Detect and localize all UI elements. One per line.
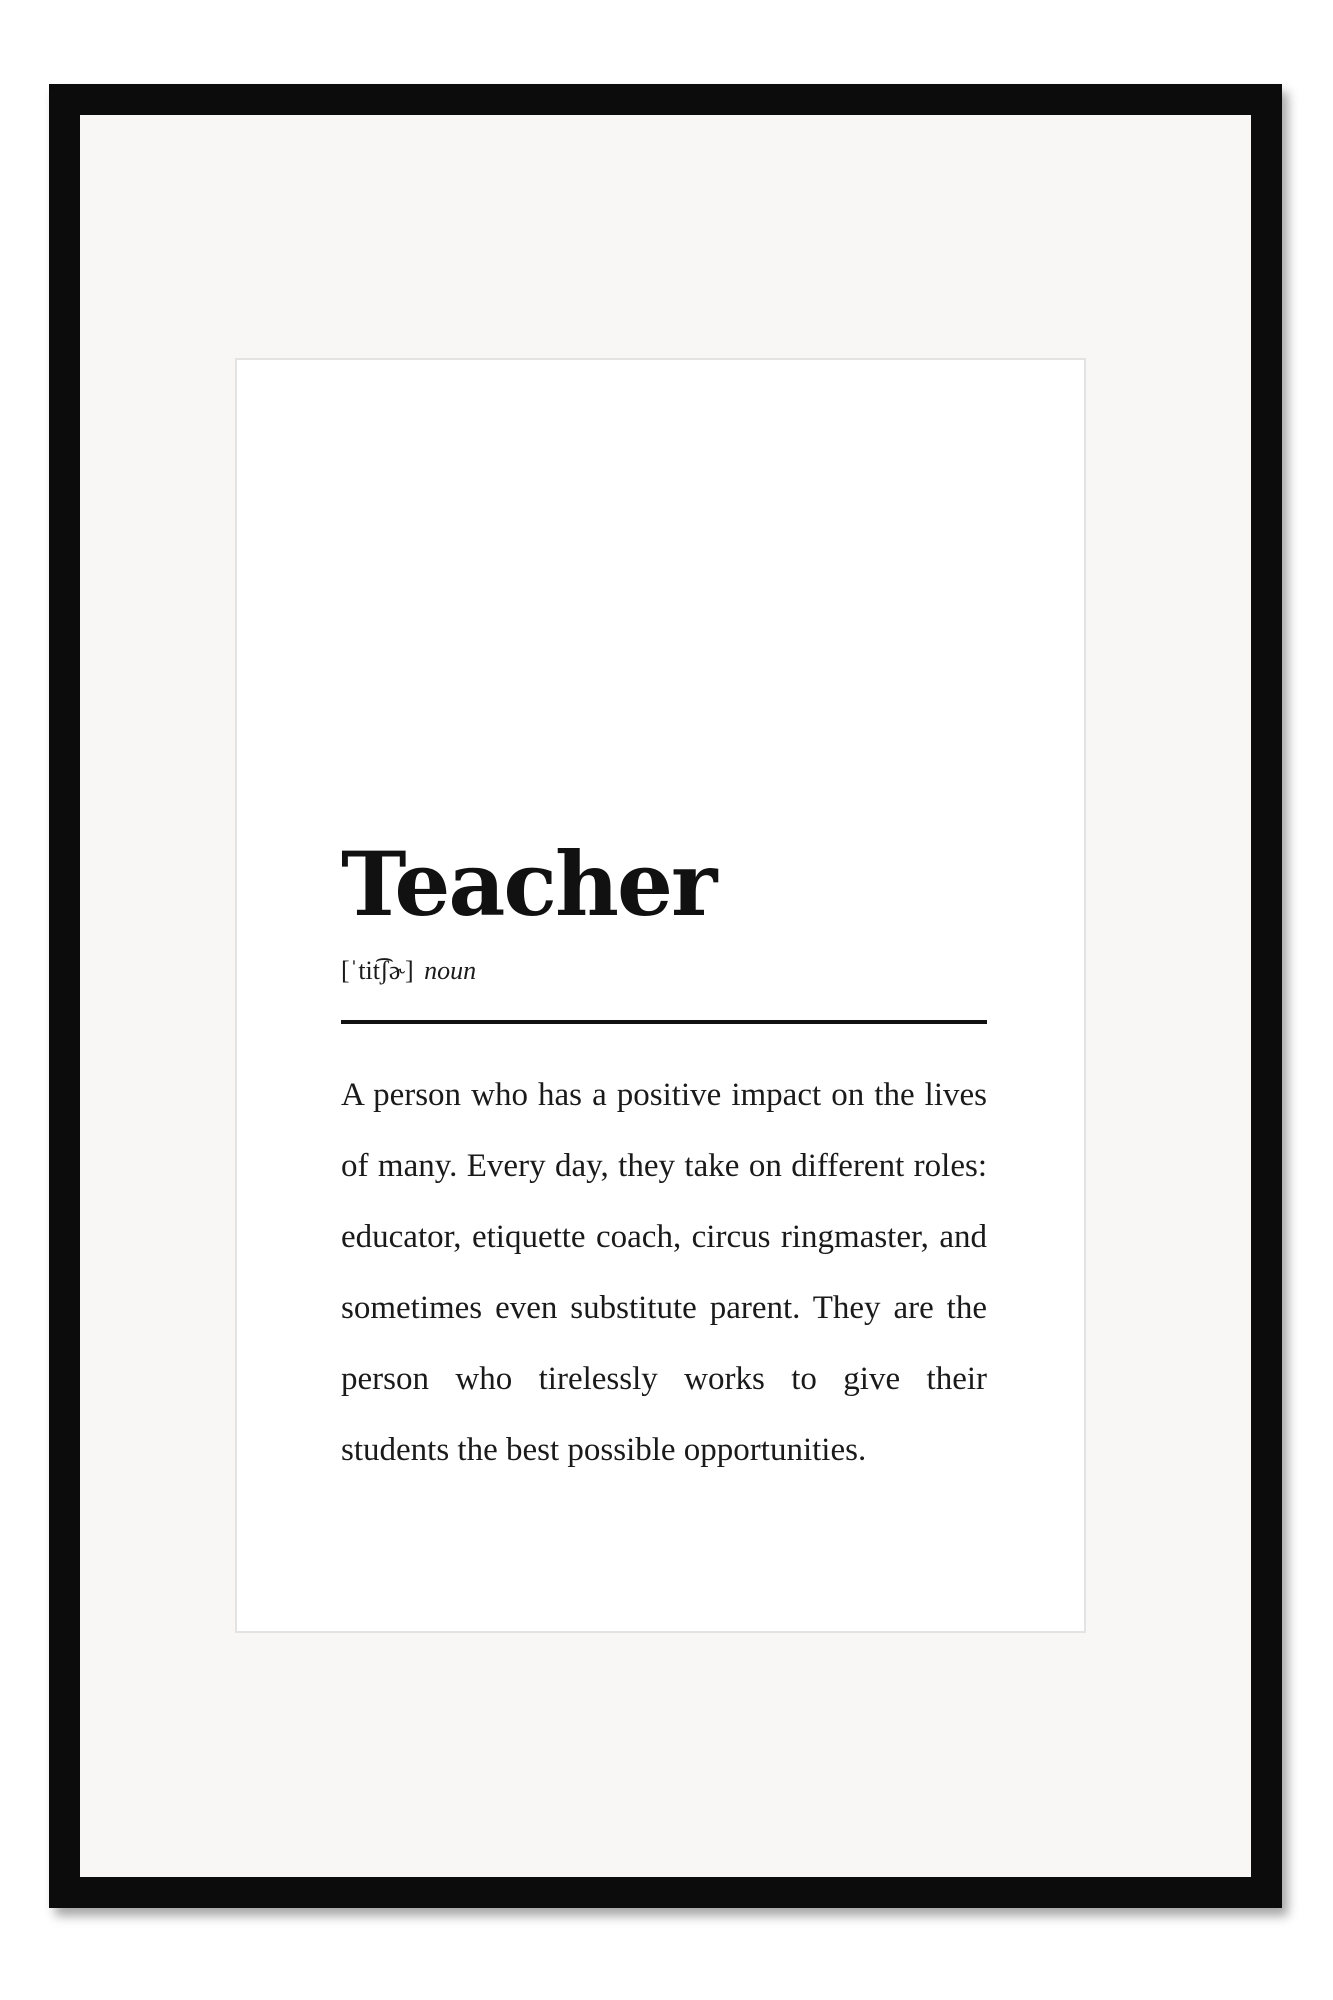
- divider-rule: [341, 1020, 987, 1024]
- pronunciation: [ˈtit͡ʃɚ]: [341, 956, 414, 985]
- poster-print: [235, 358, 1086, 1633]
- part-of-speech: noun: [424, 956, 477, 985]
- word-title: Teacher: [341, 832, 716, 936]
- definition-text: A person who has a positive impact on the lives of many. Every day, they take on different roles: educator, etiquette coach, circus ringmaster, and sometimes even substitute parent. They are the person who tirelessly works to give their students the best possible opportunities.: [341, 1077, 987, 1468]
- definition-block: [341, 832, 987, 1519]
- pronunciation-line: [341, 956, 987, 986]
